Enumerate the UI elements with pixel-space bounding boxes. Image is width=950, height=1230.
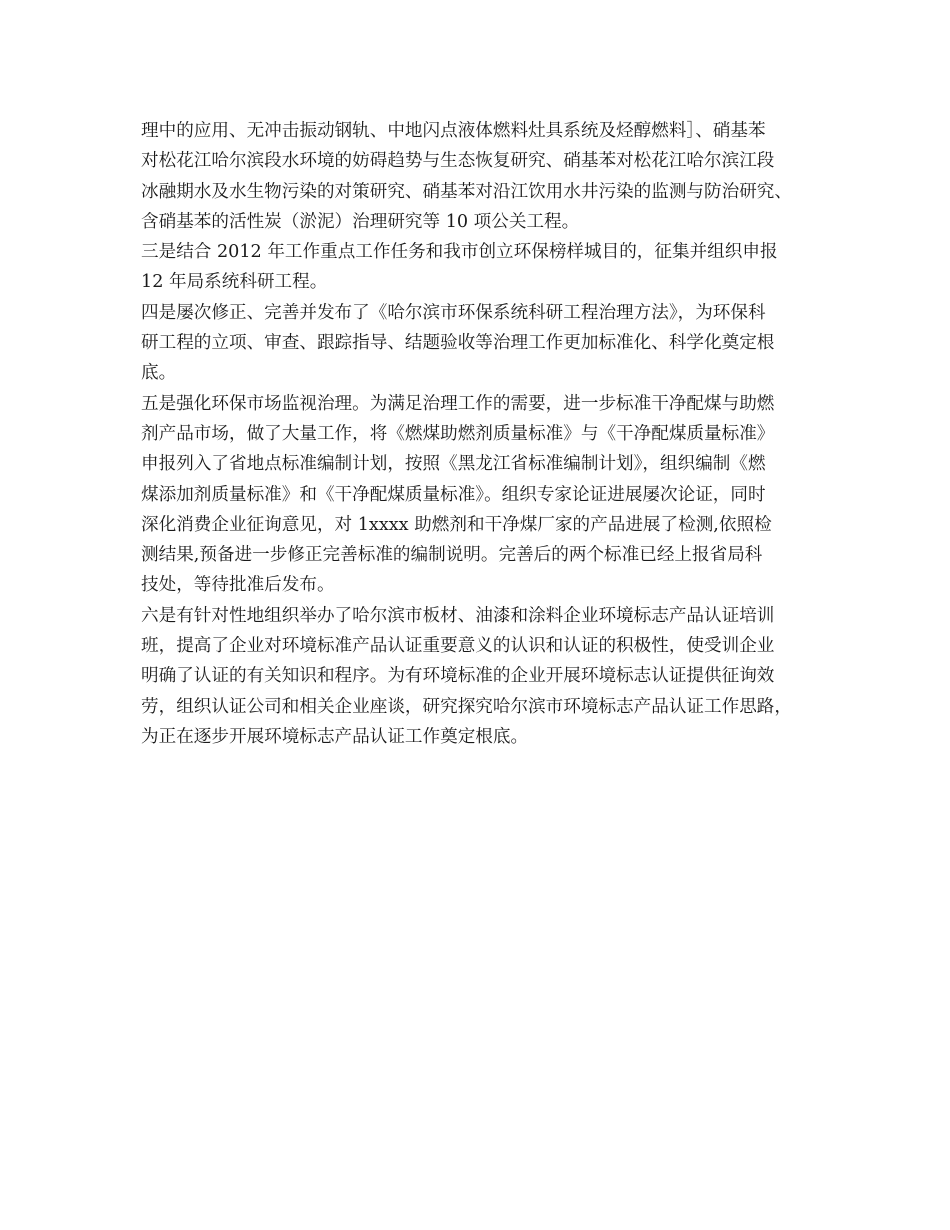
text-line-8: 研工程的立项、审查、跟踪指导、结题验收等治理工作更加标准化、科学化奠定根 [141,333,775,354]
text-line-4: 含硝基苯的活性炭（淤泥）治理研究等 10 项公关工程。 [141,211,580,232]
text-line-16: 技处，等待批准后发布。 [141,575,335,596]
document-body [141,116,831,752]
text-line-1: 理中的应用、无冲击振动钢轨、中地闪点液体燃料灶具系统及烃醇燃料］、硝基苯 [141,121,766,141]
text-line-6: 12 年局系统科研工程。 [141,272,328,293]
text-line-5: 三是结合 2012 年工作重点工作任务和我市创立环保榜样城目的，征集并组织申报 [141,242,778,263]
text-line-18: 班，提高了企业对环境标准产品认证重要意义的认识和认证的积极性，使受训企业 [141,636,775,657]
text-line-7: 四是屡次修正、完善并发布了《哈尔滨市环保系统科研工程治理方法》，为环保科 [141,302,766,323]
text-line-11: 剂产品市场，做了大量工作，将《燃煤助燃剂质量标准》与《干净配煤质量标准》 [141,423,775,444]
text-line-19: 明确了认证的有关知识和程序。为有环境标准的企业开展环境标志认证提供征询效 [141,666,775,687]
text-line-2: 对松花江哈尔滨段水环境的妨碍趋势与生态恢复研究、硝基苯对松花江哈尔滨江段 [141,151,775,172]
text-line-9: 底。 [141,363,177,384]
text-line-20: 劳，组织认证公司和相关企业座谈，研究探究哈尔滨市环境标志产品认证工作思路， [141,696,792,717]
text-line-12: 申报列入了省地点标准编制计划，按照《黑龙江省标准编制计划》，组织编制《燃 [141,454,766,475]
text-line-14: 深化消费企业征询意见，对 1xxxx 助燃剂和干净煤厂家的产品进展了检测,依照检 [141,514,772,535]
text-line-15: 测结果,预备进一步修正完善标准的编制说明。完善后的两个标准已经上报省局科 [141,545,763,566]
text-line-10: 五是强化环保市场监视治理。为满足治理工作的需要，进一步标准干净配煤与助燃 [141,393,775,414]
text-line-3: 冰融期水及水生物污染的对策研究、硝基苯对沿江饮用水井污染的监测与防治研究、 [141,181,792,202]
text-line-17: 六是有针对性地组织举办了哈尔滨市板材、油漆和涂料企业环境标志产品认证培训 [141,605,775,626]
text-line-13: 煤添加剂质量标准》和《干净配煤质量标准》。组织专家论证进展屡次论证，同时 [141,484,766,505]
text-line-21: 为正在逐步开展环境标志产品认证工作奠定根底。 [141,726,529,747]
